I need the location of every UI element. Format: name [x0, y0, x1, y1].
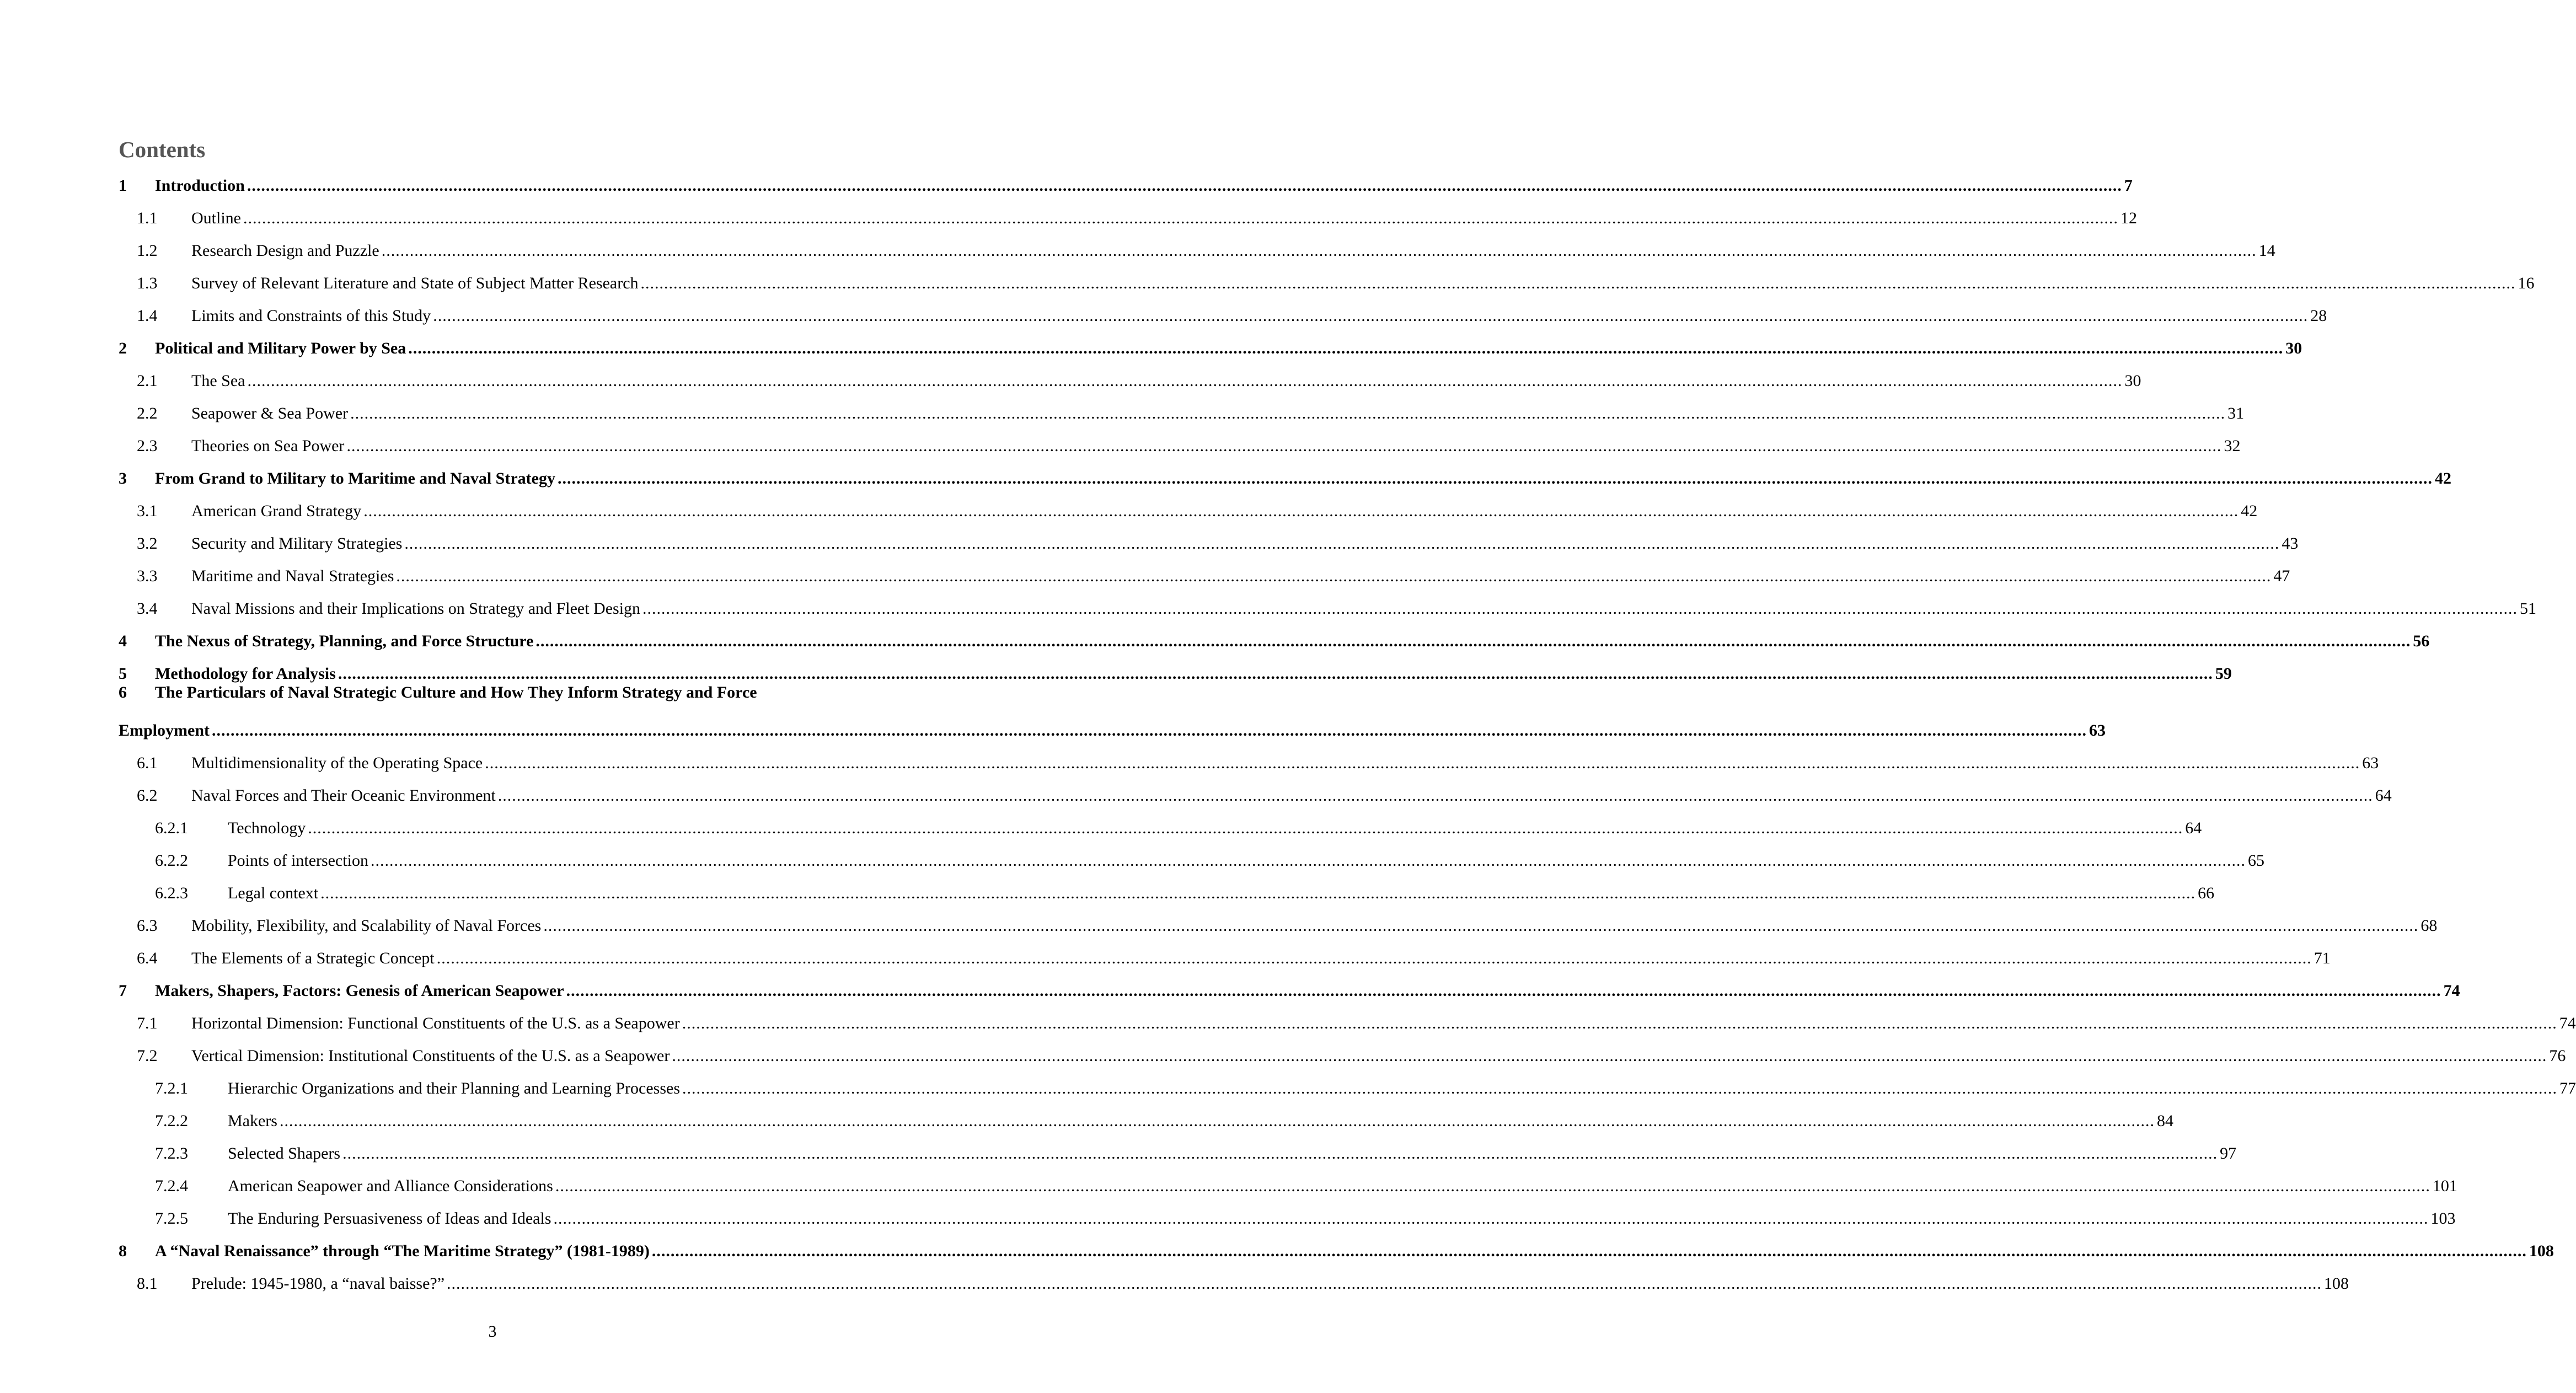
toc-dot-leader: ................................................................................................................................................................................................................................................................................................................................................................................................................ [212, 721, 2087, 740]
toc-entry-number: 6.2.3 [155, 884, 188, 902]
toc-entry-page: 65 [2247, 851, 2264, 870]
toc-dot-leader: ................................................................................................................................................................................................................................................................................................................................................................................................................ [682, 1079, 2558, 1097]
toc-entry-number: 3 [119, 469, 127, 487]
toc-entry-page: 7 [2124, 176, 2133, 195]
toc-entry-title: Makers, Shapers, Factors: Genesis of American Seapower [155, 982, 564, 1000]
toc-entry-page: 31 [2227, 404, 2245, 422]
toc-entry[interactable] [119, 944, 2331, 967]
toc-entry-page: 84 [2156, 1112, 2173, 1130]
toc-entry-title: Theories on Sea Power [191, 437, 345, 455]
toc-dot-leader: ................................................................................................................................................................................................................................................................................................................................................................................................................ [557, 469, 2433, 487]
toc-entry-number: 2 [119, 339, 127, 357]
toc-entry-number: 1.3 [137, 274, 158, 292]
toc-entry-title: A “Naval Renaissance” through “The Maritime Strategy” (1981-1989) [155, 1242, 650, 1260]
toc-entry-page: 68 [2420, 917, 2438, 935]
toc-entry-page: 14 [2258, 242, 2275, 260]
toc-entry-title: Survey of Relevant Literature and State of Subject Matter Research [191, 274, 639, 292]
toc-entry-title: Maritime and Naval Strategies [191, 567, 394, 585]
toc-dot-leader: ................................................................................................................................................................................................................................................................................................................................................................................................................ [243, 209, 2118, 227]
toc-entry[interactable] [119, 748, 2379, 772]
toc-entry-page: 74 [2443, 982, 2460, 1000]
toc-dot-leader: ................................................................................................................................................................................................................................................................................................................................................................................................................ [555, 1177, 2430, 1195]
toc-entry-title: Vertical Dimension: Institutional Constituents of the U.S. as a Seapower [191, 1047, 670, 1065]
toc-entry[interactable] [119, 1171, 2457, 1195]
toc-entry-page: 97 [2220, 1144, 2237, 1162]
toc-entry[interactable] [119, 366, 2141, 390]
toc-entry-number: 5 [119, 665, 127, 683]
toc-entry[interactable] [119, 431, 2241, 455]
toc-entry-title: From Grand to Military to Maritime and Naval Strategy [155, 469, 555, 487]
toc-entry[interactable] [119, 1236, 2554, 1260]
toc-entry-page: 74 [2559, 1014, 2576, 1032]
toc-entry[interactable] [119, 659, 2232, 683]
toc-entry-title: Technology [228, 819, 306, 837]
toc-entry-number: 3.1 [137, 502, 158, 520]
toc-entry-title: Prelude: 1945-1980, a “naval baisse?” [191, 1274, 445, 1293]
toc-dot-leader: ................................................................................................................................................................................................................................................................................................................................................................................................................ [370, 851, 2246, 870]
toc-entry-title: The Nexus of Strategy, Planning, and Force Structure [155, 632, 534, 650]
toc-entry-number: 6.2.2 [155, 851, 188, 870]
toc-dot-leader: ................................................................................................................................................................................................................................................................................................................................................................................................................ [346, 437, 2222, 455]
toc-entry-title: Political and Military Power by Sea [155, 339, 406, 357]
toc-entry-title: Seapower & Sea Power [191, 404, 349, 422]
toc-entry-number: 7.1 [137, 1014, 158, 1032]
toc-dot-leader: ................................................................................................................................................................................................................................................................................................................................................................................................................ [672, 1047, 2547, 1065]
toc-entry[interactable] [119, 716, 2106, 740]
toc-entry[interactable] [119, 781, 2392, 805]
toc-entry-page: 42 [2241, 502, 2258, 520]
toc-entry-number: 2.2 [137, 404, 158, 422]
toc-entry-number: 8 [119, 1242, 127, 1260]
toc-entry-title: Employment [119, 721, 210, 740]
toc-entry-number: 1.1 [137, 209, 158, 227]
toc-entry[interactable] [119, 561, 2290, 585]
page-number: 3 [488, 1322, 497, 1341]
toc-dot-leader: ................................................................................................................................................................................................................................................................................................................................................................................................................ [320, 884, 2196, 902]
toc-entry[interactable] [119, 399, 2245, 422]
toc-dot-leader: ................................................................................................................................................................................................................................................................................................................................................................................................................ [342, 1144, 2218, 1162]
toc-entry-page: 32 [2224, 437, 2241, 455]
toc-entry-number: 4 [119, 632, 127, 650]
toc-dot-leader: ................................................................................................................................................................................................................................................................................................................................................................................................................ [535, 632, 2411, 650]
toc-entry-title: Introduction [155, 176, 245, 195]
toc-entry-title: Security and Military Strategies [191, 534, 403, 553]
toc-dot-leader: ................................................................................................................................................................................................................................................................................................................................................................................................................ [497, 786, 2373, 805]
toc-entry-title: Limits and Constraints of this Study [191, 307, 431, 325]
toc-entry-number: 6.1 [137, 754, 158, 772]
toc-entry-number: 7 [119, 982, 127, 1000]
toc-entry-title: The Sea [191, 372, 245, 390]
toc-entry-page: 28 [2310, 307, 2327, 325]
toc-entry-page: 64 [2185, 819, 2202, 837]
toc-dot-leader: ................................................................................................................................................................................................................................................................................................................................................................................................................ [408, 339, 2284, 357]
toc-entry-number: 8.1 [137, 1274, 158, 1293]
toc-entry-title: Multidimensionality of the Operating Space [191, 754, 483, 772]
toc-entry[interactable] [119, 171, 2133, 195]
toc-entry[interactable] [119, 1074, 2576, 1097]
toc-dot-leader: ................................................................................................................................................................................................................................................................................................................................................................................................................ [447, 1274, 2322, 1293]
toc-heading: Contents [119, 137, 206, 162]
toc-entry-page: 51 [2520, 599, 2537, 618]
toc-entry-number: 7.2.4 [155, 1177, 188, 1195]
toc-dot-leader: ................................................................................................................................................................................................................................................................................................................................................................................................................ [396, 567, 2272, 585]
toc-dot-leader: ................................................................................................................................................................................................................................................................................................................................................................................................................ [350, 404, 2226, 422]
toc-dot-leader: ................................................................................................................................................................................................................................................................................................................................................................................................................ [651, 1242, 2527, 1260]
toc-entry-title: Hierarchic Organizations and their Planning and Learning Processes [228, 1079, 681, 1097]
toc-entry-page: 63 [2362, 754, 2379, 772]
toc-dot-leader: ................................................................................................................................................................................................................................................................................................................................................................................................................ [485, 754, 2360, 772]
toc-entry-title-line1: The Particulars of Naval Strategic Culture and How They Inform Strategy and Force [155, 683, 757, 701]
toc-dot-leader: ................................................................................................................................................................................................................................................................................................................................................................................................................ [640, 274, 2516, 292]
toc-entry-number: 1.2 [137, 242, 158, 260]
toc-entry[interactable] [119, 626, 2430, 650]
toc-entry-number: 3.4 [137, 599, 158, 618]
toc-entry[interactable] [119, 236, 2275, 260]
toc-entry-title: Naval Missions and their Implications on Strategy and Fleet Design [191, 599, 641, 618]
toc-entry-title: American Seapower and Alliance Considerations [228, 1177, 553, 1195]
toc-entry-page: 16 [2518, 274, 2535, 292]
toc-dot-leader: ................................................................................................................................................................................................................................................................................................................................................................................................................ [247, 176, 2122, 195]
toc-entry-page: 30 [2124, 372, 2141, 390]
toc-entry-page: 108 [2324, 1274, 2349, 1293]
toc-entry[interactable] [119, 334, 2302, 357]
toc-entry[interactable] [119, 301, 2327, 325]
toc-entry[interactable] [119, 878, 2215, 902]
toc-entry[interactable] [119, 594, 2537, 618]
toc-entry-number: 7.2.1 [155, 1079, 188, 1097]
toc-entry[interactable] [119, 496, 2258, 520]
toc-dot-leader: ................................................................................................................................................................................................................................................................................................................................................................................................................ [642, 599, 2518, 618]
toc-entry-number: 3.3 [137, 567, 158, 585]
toc-entry-number: 2.3 [137, 437, 158, 455]
toc-entry-number: 6.4 [137, 949, 158, 967]
toc-entry-page: 76 [2549, 1047, 2566, 1065]
toc-entry[interactable] [119, 1041, 2566, 1065]
toc-entry-page: 108 [2529, 1242, 2554, 1260]
toc-entry-page: 59 [2215, 665, 2232, 683]
toc-entry-page: 30 [2285, 339, 2302, 357]
toc-entry-title: Selected Shapers [228, 1144, 341, 1162]
toc-entry-title: American Grand Strategy [191, 502, 362, 520]
toc-dot-leader: ................................................................................................................................................................................................................................................................................................................................................................................................................ [247, 372, 2123, 390]
toc-entry[interactable] [119, 529, 2299, 553]
toc-entry-wrap-line[interactable] [119, 684, 871, 701]
toc-dot-leader: ................................................................................................................................................................................................................................................................................................................................................................................................................ [279, 1112, 2155, 1130]
toc-entry-number: 1.4 [137, 307, 158, 325]
toc-dot-leader: ................................................................................................................................................................................................................................................................................................................................................................................................................ [682, 1014, 2557, 1032]
toc-dot-leader: ................................................................................................................................................................................................................................................................................................................................................................................................................ [553, 1209, 2429, 1228]
toc-entry[interactable] [119, 976, 2460, 1000]
toc-entry-page: 63 [2089, 721, 2106, 740]
toc-entry-page: 56 [2413, 632, 2430, 650]
toc-dot-leader: ................................................................................................................................................................................................................................................................................................................................................................................................................ [381, 242, 2257, 260]
toc-entry-title: Points of intersection [228, 851, 368, 870]
toc-entry[interactable] [119, 1009, 2576, 1032]
toc-entry-number: 6 [119, 683, 127, 701]
toc-entry-title: Legal context [228, 884, 319, 902]
toc-entry-number: 7.2 [137, 1047, 158, 1065]
toc-entry-page: 64 [2375, 786, 2392, 805]
toc-entry-page: 77 [2559, 1079, 2576, 1097]
toc-entry-title: Research Design and Puzzle [191, 242, 379, 260]
toc-entry[interactable] [119, 1269, 2349, 1293]
toc-dot-leader: ................................................................................................................................................................................................................................................................................................................................................................................................................ [363, 502, 2239, 520]
toc-entry[interactable] [119, 1106, 2173, 1130]
toc-entry[interactable] [119, 269, 2535, 292]
toc-entry-title: Methodology for Analysis [155, 665, 336, 683]
toc-entry-number: 3.2 [137, 534, 158, 553]
toc-entry[interactable] [119, 911, 2438, 935]
toc-entry-title: Naval Forces and Their Oceanic Environment [191, 786, 496, 805]
toc-entry[interactable] [119, 813, 2202, 837]
toc-entry-title: Mobility, Flexibility, and Scalability of Naval Forces [191, 917, 542, 935]
toc-entry-number: 1 [119, 176, 127, 195]
toc-entry-page: 71 [2313, 949, 2331, 967]
toc-dot-leader: ................................................................................................................................................................................................................................................................................................................................................................................................................ [404, 534, 2280, 553]
toc-dot-leader: ................................................................................................................................................................................................................................................................................................................................................................................................................ [436, 949, 2312, 967]
toc-entry-number: 6.2.1 [155, 819, 188, 837]
toc-entry[interactable] [119, 846, 2264, 870]
toc-entry-number: 6.3 [137, 917, 158, 935]
toc-entry-number: 7.2.2 [155, 1112, 188, 1130]
toc-dot-leader: ................................................................................................................................................................................................................................................................................................................................................................................................................ [338, 665, 2213, 683]
toc-entry-page: 47 [2273, 567, 2290, 585]
toc-entry-number: 6.2 [137, 786, 158, 805]
toc-entry-page: 43 [2282, 534, 2299, 553]
toc-entry-title: Horizontal Dimension: Functional Constituents of the U.S. as a Seapower [191, 1014, 680, 1032]
toc-entry-title: The Enduring Persuasiveness of Ideas and Ideals [228, 1209, 551, 1228]
toc-entry[interactable] [119, 1204, 2456, 1228]
toc-entry-page: 42 [2434, 469, 2451, 487]
toc-entry-number: 7.2.5 [155, 1209, 188, 1228]
toc-entry-title: Makers [228, 1112, 277, 1130]
toc-dot-leader: ................................................................................................................................................................................................................................................................................................................................................................................................................ [308, 819, 2183, 837]
toc-entry-title: Outline [191, 209, 241, 227]
toc-entry-page: 12 [2120, 209, 2137, 227]
toc-entry[interactable] [119, 464, 2451, 487]
toc-dot-leader: ................................................................................................................................................................................................................................................................................................................................................................................................................ [566, 982, 2441, 1000]
toc-entry-number: 7.2.3 [155, 1144, 188, 1162]
toc-entry-page: 101 [2432, 1177, 2457, 1195]
toc-entry-number: 2.1 [137, 372, 158, 390]
toc-entry-page: 103 [2430, 1209, 2456, 1228]
toc-entry[interactable] [119, 1139, 2237, 1162]
toc-entry[interactable] [119, 203, 2137, 227]
toc-entry-title: The Elements of a Strategic Concept [191, 949, 435, 967]
toc-entry-page: 66 [2198, 884, 2215, 902]
toc-dot-leader: ................................................................................................................................................................................................................................................................................................................................................................................................................ [543, 917, 2419, 935]
toc-dot-leader: ................................................................................................................................................................................................................................................................................................................................................................................................................ [433, 307, 2309, 325]
